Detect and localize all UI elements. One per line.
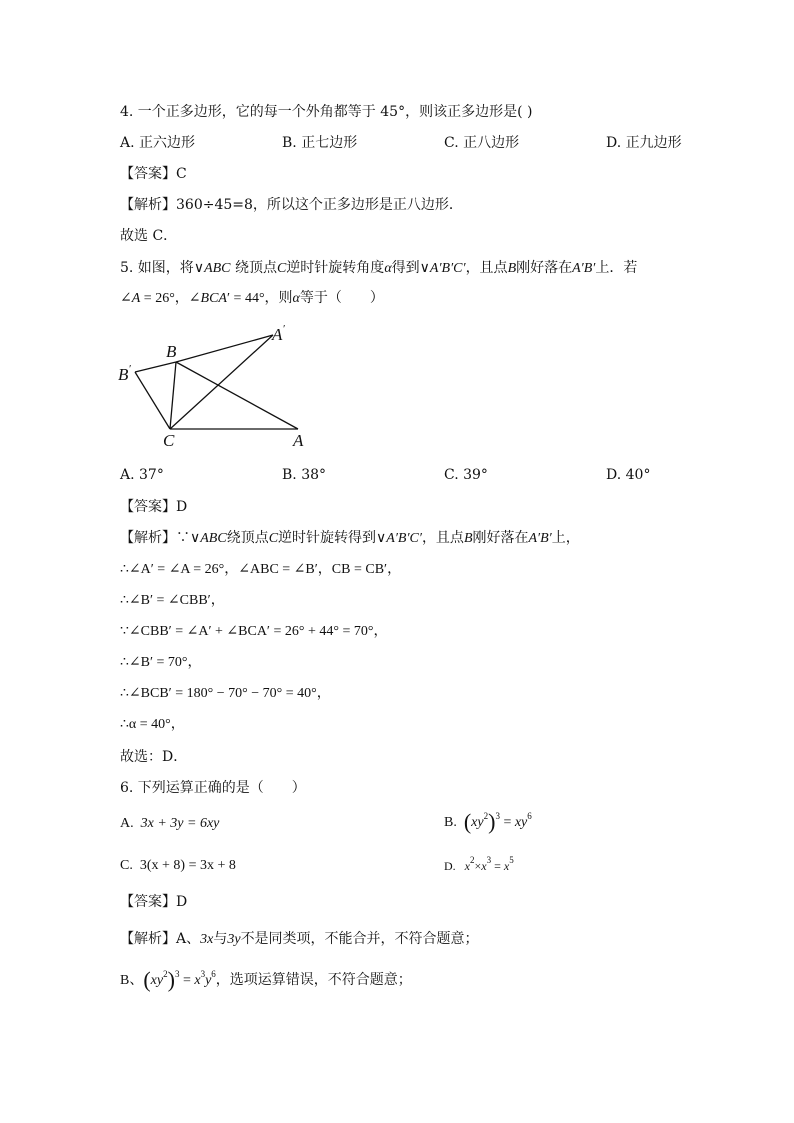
q5-stem-text: 得到 <box>391 260 420 276</box>
q5-point-c: C <box>268 531 279 546</box>
q5-stem-text: 等于（ ） <box>299 291 384 306</box>
q5-step-3: ∵∠CBB′ = ∠A′ + ∠BCA′ = 26° + 44° = 70°， <box>120 624 388 639</box>
q5-analysis-text: 刚好落在 <box>472 530 529 546</box>
segment-bprime-c <box>135 372 170 429</box>
q4-option-c: C. 正八边形 <box>444 135 520 151</box>
q5-stem-text: 逆时针旋转角度 <box>286 260 385 276</box>
q5-point-c: C <box>276 261 287 276</box>
q5-analysis-text: 【解析】∵ <box>120 530 190 546</box>
q5-analysis-text: 上， <box>551 530 580 546</box>
q4-option-a: A. 正六边形 <box>120 135 196 151</box>
q5-figure <box>110 318 320 453</box>
q5-conclusion: 故选：D． <box>120 749 188 765</box>
q6-option-a: A. 3x + 3y = 6xy <box>120 816 220 831</box>
q6-analysis-text: 不是同类项，不能合并，不符合题意； <box>240 931 479 947</box>
q4-analysis: 【解析】360÷45=8，所以这个正多边形是正八边形． <box>120 197 463 213</box>
q5-stem-text: 5. 如图，将 <box>120 260 194 276</box>
q5-point-b: B <box>507 261 517 276</box>
q5-option-b: B. 38° <box>282 467 327 483</box>
q5-step-5: ∴∠BCB′ = 180° − 70° − 70° = 40°， <box>120 686 331 701</box>
q6-analysis-b: B、$(xy^2)^3 = x^3y^6$，选项运算错误，不符合题意； <box>120 967 412 992</box>
q5-step-4: ∴∠B′ = 70°， <box>120 655 202 670</box>
q4-option-d: D. 正九边形 <box>606 135 682 151</box>
q5-stem-text: 绕顶点 <box>234 260 277 276</box>
q5-alpha: α <box>384 261 392 276</box>
q6-analysis-text: 与 <box>213 931 228 947</box>
q5-step-6: ∴α = 40°， <box>120 717 185 732</box>
label-b-prime: B′ <box>118 363 131 384</box>
q6-analysis-text: 【解析】A、 <box>120 931 201 947</box>
q6-answer: 【答案】D <box>120 894 188 910</box>
label-c: C <box>163 431 175 450</box>
segment-bprime-b <box>135 362 176 372</box>
q6-option-b: B. $(xy^2)^3 = xy^6$ <box>444 809 532 834</box>
q4-answer: 【答案】C <box>120 166 187 182</box>
q4-stem: 4. 一个正多边形，它的每一个外角都等于 45°，则该正多边形是( ) <box>120 104 533 120</box>
q6-option-d: D. $x^2\times x^3 = x^5$ <box>444 855 514 873</box>
q6-analysis-text: ，选项运算错误，不符合题意； <box>215 973 412 988</box>
q5-analysis-text: ，且点 <box>421 530 464 546</box>
label-b: B <box>166 342 177 361</box>
q6-analysis-a <box>120 929 479 950</box>
q6-option-c-expr: 3(x + 8) = 3x + 8 <box>139 858 236 873</box>
q5-option-d: D. 40° <box>606 467 651 483</box>
q4-option-b: B. 正七边形 <box>282 135 358 151</box>
q6-option-c: C. 3(x + 8) = 3x + 8 <box>120 858 236 873</box>
q5-triangle-abc-prime: ∨A′B′C′ <box>419 261 466 276</box>
label-a-prime: A′ <box>272 323 285 344</box>
q5-step-2: ∴∠B′ = ∠CBB′， <box>120 593 225 608</box>
q6-stem: 6. 下列运算正确的是（ ） <box>120 780 306 796</box>
segment-b-a <box>176 362 298 429</box>
q5-triangle-abc: ∨ABC <box>190 531 227 546</box>
q4-conclusion: 故选 C． <box>120 228 178 244</box>
q5-option-c: C. 39° <box>444 467 488 483</box>
segment-b-c <box>170 362 176 429</box>
q5-triangle-abc: ∨ABC <box>193 261 231 276</box>
q5-stem-line2: ∠A = 26°，∠BCA′ = 44°，则α等于（ ） <box>120 291 384 306</box>
q5-segment-ab: A′B′ <box>528 531 552 546</box>
q6-term-3x: 3x <box>200 932 214 947</box>
q6-term-3y: 3y <box>227 932 241 947</box>
q5-analysis-line1 <box>120 528 580 549</box>
label-a: A <box>293 431 304 450</box>
q6-option-a-expr: 3x + 3y = 6xy <box>140 816 220 831</box>
q5-segment-ab: A′B′ <box>572 261 596 276</box>
q5-stem-text: ，则 <box>264 291 293 306</box>
q5-option-a: A. 37° <box>120 467 164 483</box>
q5-triangle-abc-prime: ∨A′B′C′ <box>376 531 422 546</box>
q5-analysis-text: 逆时针旋转得到 <box>278 530 377 546</box>
q5-stem-text: 刚好落在 <box>516 260 573 276</box>
q5-stem-text: ，且点 <box>465 260 508 276</box>
q5-step-1: ∴∠A′ = ∠A = 26°，∠ABC = ∠B′，CB = CB′， <box>120 562 402 577</box>
q5-analysis-text: 绕顶点 <box>226 530 269 546</box>
q5-answer: 【答案】D <box>120 499 188 515</box>
q5-stem-line1 <box>120 258 637 279</box>
q5-point-b: B <box>463 531 473 546</box>
q5-stem-text: 上．若 <box>595 260 638 276</box>
